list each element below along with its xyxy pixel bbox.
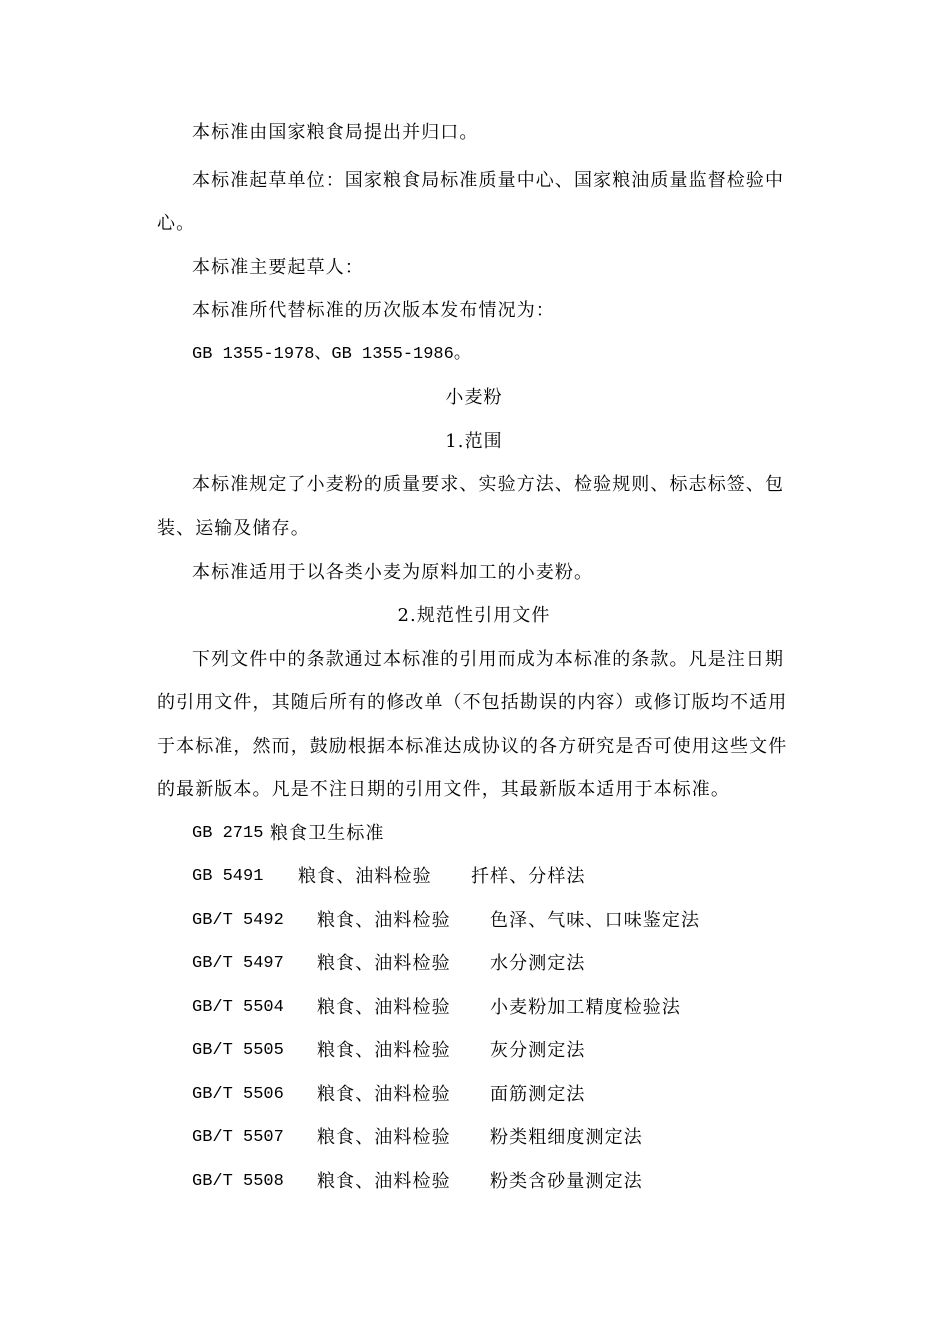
reference-title: 粉类粗细度测定法 xyxy=(490,1127,643,1148)
reference-title: 粮食卫生标准 xyxy=(270,823,385,844)
reference-category: 粮食、油料检验 xyxy=(317,997,451,1018)
reference-code: GB/T 5497 xyxy=(192,954,284,973)
reference-code: GB/T 5504 xyxy=(192,998,284,1017)
paragraph-drafting-unit-line2: 心。 xyxy=(157,213,196,234)
reference-title: 扦样、分样法 xyxy=(471,866,586,887)
reference-category: 粮食、油料检验 xyxy=(317,910,451,931)
paragraph-previous-versions: 本标准所代替标准的历次版本发布情况为： xyxy=(192,300,555,321)
paragraph-drafters: 本标准主要起草人： xyxy=(192,257,364,278)
reference-code: GB 2715 xyxy=(192,824,264,843)
reference-title: 灰分测定法 xyxy=(490,1040,586,1061)
reference-category: 粮食、油料检验 xyxy=(317,1040,451,1061)
normative-intro-line2: 的引用文件，其随后所有的修改单（不包括勘误的内容）或修订版均不适用 xyxy=(157,692,788,713)
reference-code: GB/T 5508 xyxy=(192,1172,284,1191)
document-title: 小麦粉 xyxy=(445,387,503,408)
reference-title: 粉类含砂量测定法 xyxy=(490,1171,643,1192)
reference-category: 粮食、油料检验 xyxy=(298,866,432,887)
reference-category: 粮食、油料检验 xyxy=(317,1127,451,1148)
scope-paragraph-line2: 装、运输及储存。 xyxy=(157,518,310,539)
reference-title: 面筋测定法 xyxy=(490,1084,586,1105)
reference-code: GB/T 5492 xyxy=(192,911,284,930)
reference-title: 水分测定法 xyxy=(490,953,586,974)
reference-category: 粮食、油料检验 xyxy=(317,953,451,974)
reference-code: GB/T 5506 xyxy=(192,1085,284,1104)
normative-intro-line4: 的最新版本。凡是不注日期的引用文件，其最新版本适用于本标准。 xyxy=(157,779,730,800)
paragraph-previous-version-codes: GB 1355-1978、GB 1355-1986。 xyxy=(192,345,471,364)
reference-title: 小麦粉加工精度检验法 xyxy=(490,997,681,1018)
reference-code: GB/T 5505 xyxy=(192,1041,284,1060)
reference-title: 色泽、气味、口味鉴定法 xyxy=(490,910,701,931)
paragraph-proposer: 本标准由国家粮食局提出并归口。 xyxy=(192,122,479,143)
paragraph-drafting-unit-line1: 本标准起草单位：国家粮食局标准质量中心、国家粮油质量监督检验中 xyxy=(192,170,785,191)
normative-intro-line3: 于本标准，然而，鼓励根据本标准达成协议的各方研究是否可使用这些文件 xyxy=(157,736,788,757)
reference-code: GB/T 5507 xyxy=(192,1128,284,1147)
normative-intro-line1: 下列文件中的条款通过本标准的引用而成为本标准的条款。凡是注日期 xyxy=(192,649,785,670)
section-heading-normative-references: 2.规范性引用文件 xyxy=(397,605,551,626)
scope-paragraph-line1: 本标准规定了小麦粉的质量要求、实验方法、检验规则、标志标签、包 xyxy=(192,474,785,495)
section-heading-scope: 1.范围 xyxy=(445,431,503,452)
reference-category: 粮食、油料检验 xyxy=(317,1171,451,1192)
scope-applicability-paragraph: 本标准适用于以各类小麦为原料加工的小麦粉。 xyxy=(192,562,594,583)
reference-category: 粮食、油料检验 xyxy=(317,1084,451,1105)
reference-code: GB 5491 xyxy=(192,867,264,886)
